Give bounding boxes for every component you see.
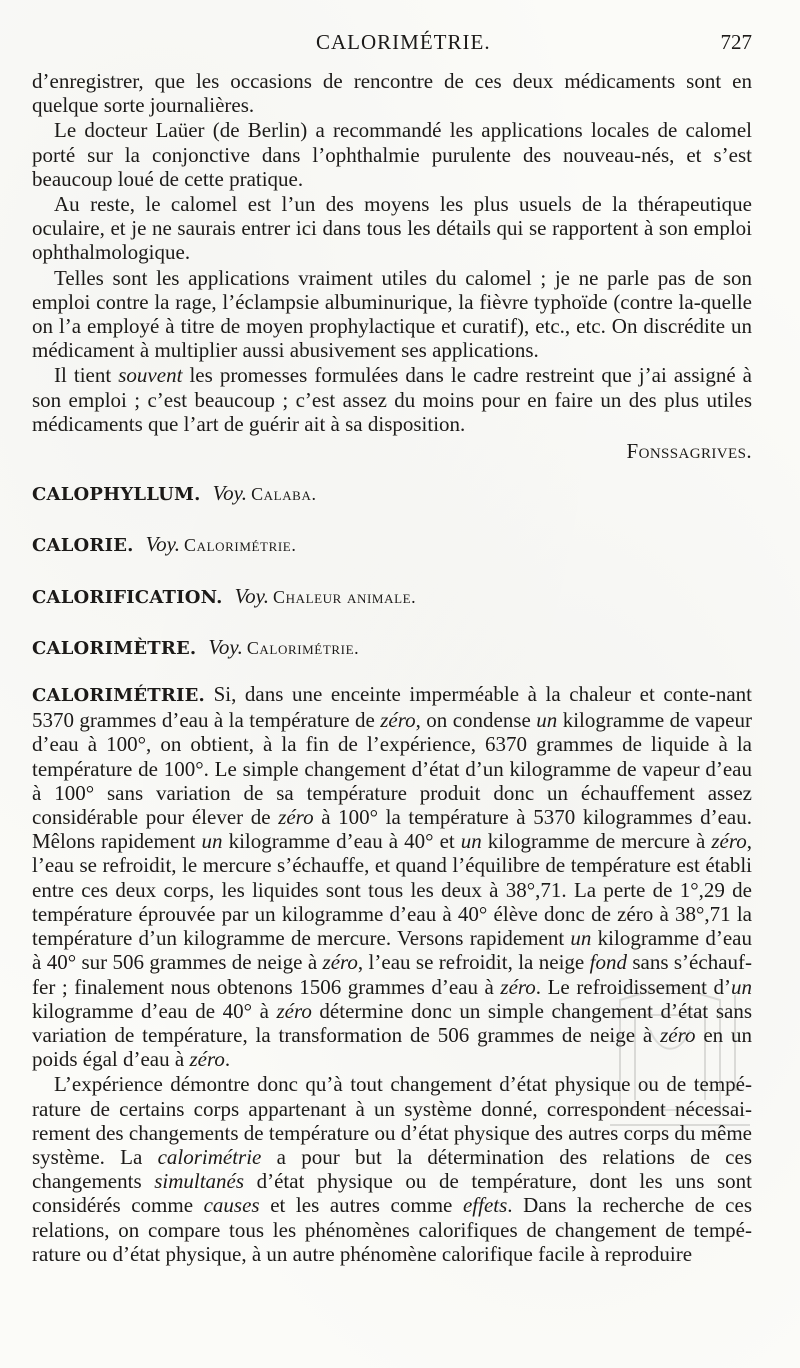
- voy-label: Voy.: [212, 481, 248, 506]
- page-number: 727: [720, 30, 752, 54]
- entry-headword: CALORIMÈTRE.: [32, 637, 197, 659]
- entry-calorification: [32, 584, 752, 610]
- paragraph-applications: Telles sont les applications vraiment utiles du calomel ; je ne parle pas de son emploi contre la rage, l’éclampsie albuminurique, la fièvre typhoïde (contre la-quelle on l’a employé à titre de moyen prophylactique et curatif), etc., etc. On discrédite un médicament à multiplier aussi abusivement ses applications.: [32, 265, 752, 363]
- paragraph-lauer: Le docteur Laüer (de Berlin) a recommandé les applications locales de calomel porté sur la conjonctive dans l’ophthalmie purulente des nouveau-nés, et s’est beaucoup loué de cette pratique.: [32, 118, 752, 191]
- entry-calorimetrie: CALORIMÉTRIE. Si, dans une enceinte imperméable à la chaleur et conte-nant 5370 grammes d’eau à la température de zéro, on condense un kilogramme de vapeur d’eau à 100°, on obtient, à la fin de l’expérience, 6370 grammes de liquide à la température de 100°. Le simple changement d’état d’un kilogramme de vapeur d’eau à 100° sans variation de sa température produit donc un échauffement assez considérable pour élever de zéro à 100° la température à 5370 kilogrammes d’eau. Mêlons rapidement un kilogramme d’eau à 40° et un kilogramme de mercure à zéro, l’eau se refroidit, le mercure s’échauffe, et quand l’équilibre de température est établi entre ces deux corps, les liquides sont tous les deux à 38°,71. La perte de 1°,29 de température éprouvée par un kilogramme d’eau à 40° élève donc de zéro à 38°,71 la température d’un kilogramme de mercure. Versons rapidement un kilogramme d’eau à 40° sur 506 grammes de neige à zéro, l’eau se refroidit, la neige fond sans s’échauf-fer ; finalement nous obtenons 1506 grammes d’eau à zéro. Le refroidissement d’un kilogramme d’eau de 40° à zéro détermine donc un simple changement d’état sans variation de température, la transformation de 506 grammes de neige à zéro en un poids égal d’eau à zéro.: [32, 682, 753, 1072]
- entry-headword: CALOPHYLLUM.: [32, 484, 201, 506]
- voy-label: Voy.: [234, 583, 269, 608]
- page-header: [0, 30, 800, 62]
- author-signature: Fonssagrives.: [626, 439, 752, 464]
- show-through-figure: [600, 960, 770, 1140]
- entry-headword: CALORIMÉTRIE.: [32, 685, 206, 707]
- cross-reference-link[interactable]: Calorimétrie.: [246, 637, 360, 658]
- entry-headword: CALORIFICATION.: [32, 586, 223, 608]
- entry-headword: CALORIE.: [32, 535, 134, 557]
- paragraph-calomel-ocular: Au reste, le calomel est l’un des moyens les plus usuels de la thérapeutique oculaire, et je ne saurais entrer ici dans tous les détails qui se rapportent à son emploi ophthalmologique.: [32, 192, 752, 265]
- running-title: CALORIMÉTRIE.: [316, 30, 491, 54]
- entry-calorimetre: [32, 635, 752, 661]
- entry-calophyllum: [32, 481, 752, 507]
- paragraph-continuation: d’enregistrer, que les occasions de rencontre de ces deux médicaments sont en quelque sorte journalières.: [32, 69, 752, 118]
- cross-reference-link[interactable]: Calaba.: [251, 484, 317, 505]
- voy-label: Voy.: [208, 634, 243, 659]
- paragraph-experience: L’expérience démontre donc qu’à tout changement d’état physique ou de tempé-rature de certains corps appartenant à un système donné, correspondent nécessai-rement des changements de température ou d’état physique des autres corps du même système. La calorimétrie a pour but la détermination des relations de ces changements simultanés d’état physique ou de température, dont les uns sont considérés comme causes et les autres comme effets. Dans la recherche de ces relations, on compare tous les phénomènes calorifiques de changement de tempé-rature ou d’état physique, à un autre phénomène calorifique facile à reproduire: [32, 1072, 752, 1266]
- cross-reference-link[interactable]: Chaleur animale.: [273, 586, 417, 607]
- cross-reference-link[interactable]: Calorimétrie.: [184, 535, 297, 556]
- paragraph-promises: Il tient souvent les promesses formulées dans le cadre restreint que j’ai assigné à son emploi ; c’est beaucoup ; c’est assez du moins pour en faire un des plus utiles médicaments que l’art de guérir ait à sa disposition.: [32, 363, 753, 436]
- entry-calorie: [32, 532, 752, 558]
- voy-label: Voy.: [145, 532, 181, 557]
